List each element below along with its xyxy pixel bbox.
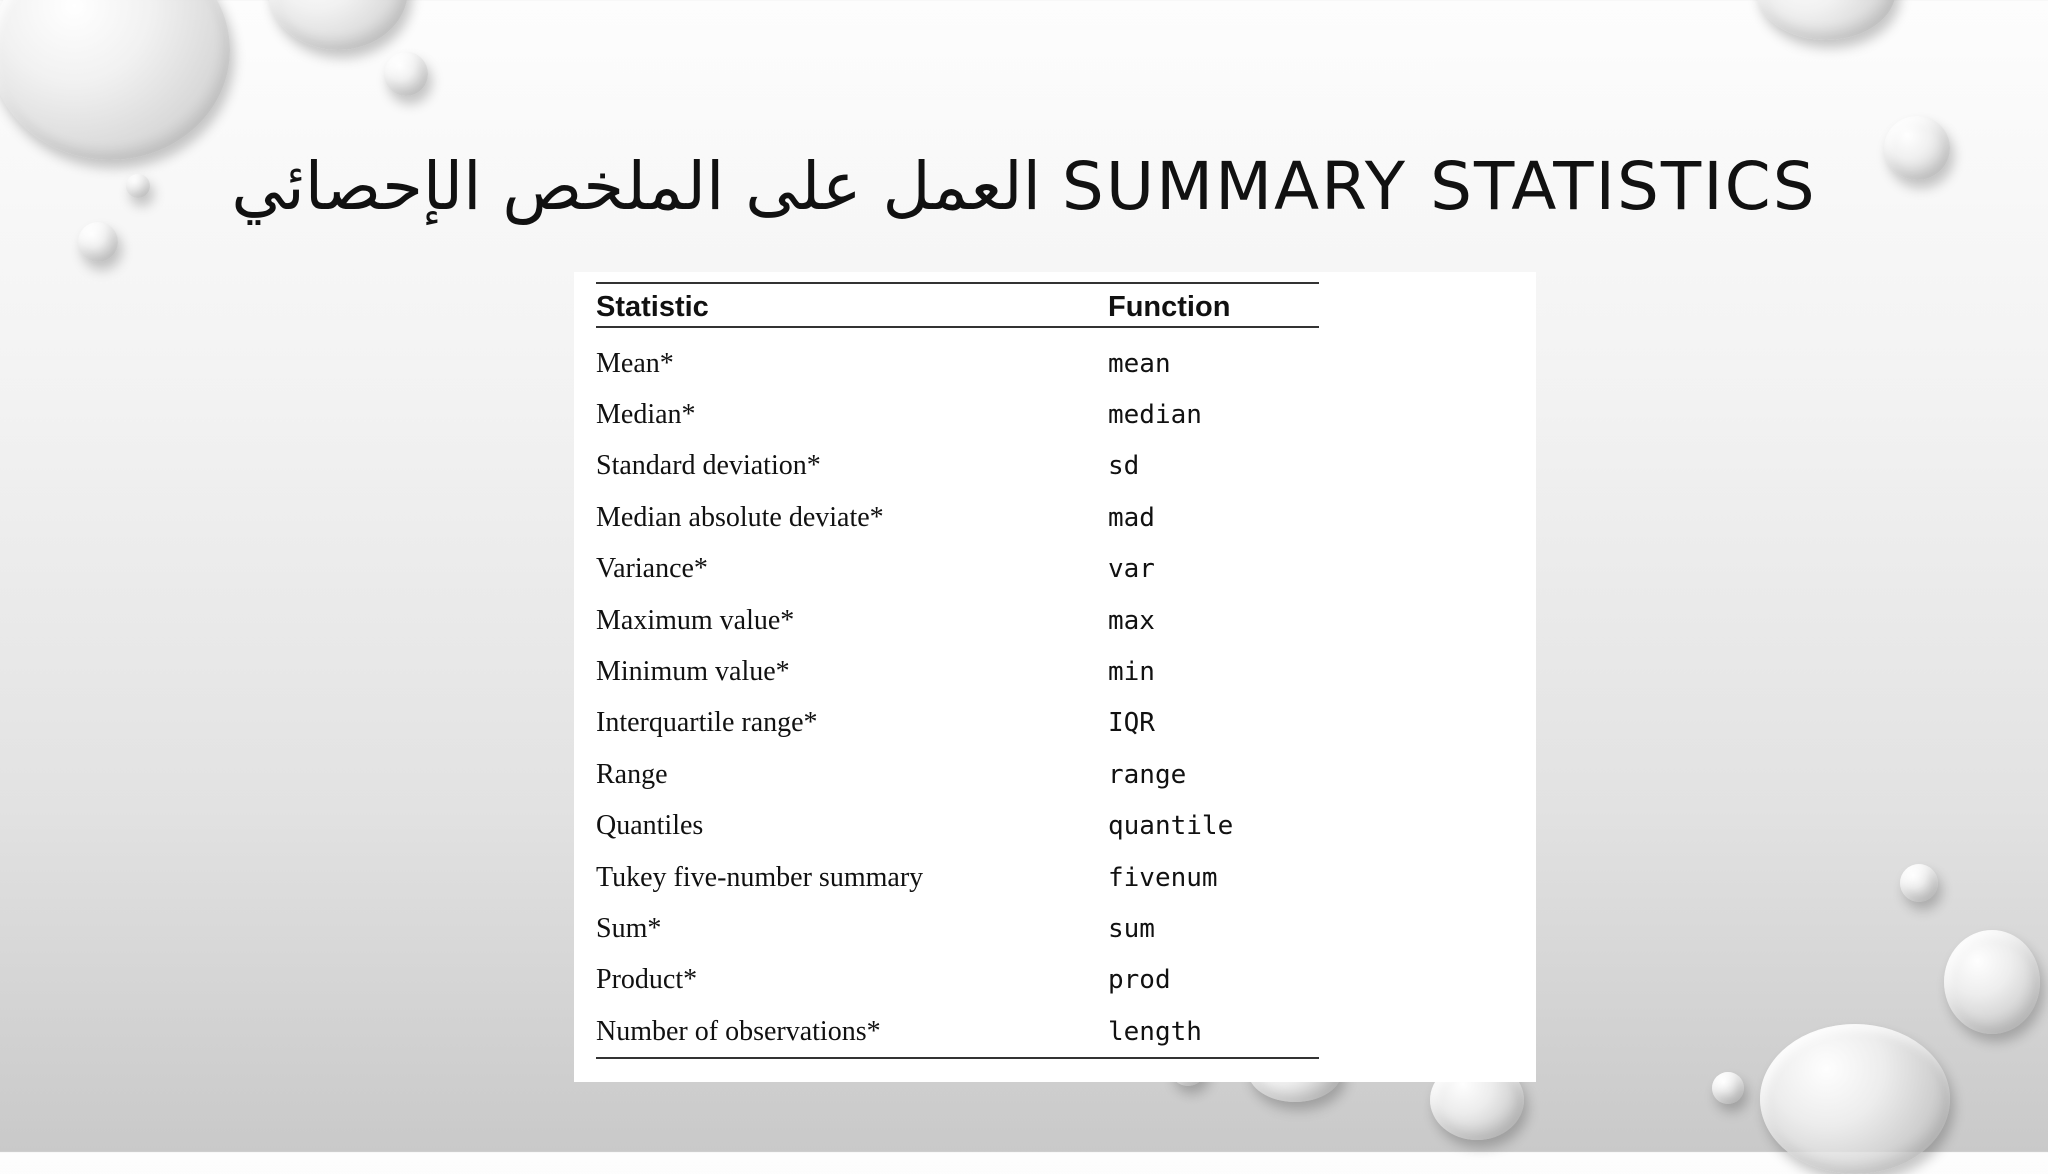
function-cell: range (1108, 759, 1187, 790)
function-cell: fivenum (1108, 862, 1218, 893)
statistic-cell: Quantiles (596, 810, 704, 842)
water-droplet (268, 0, 408, 50)
statistic-cell: Mean* (596, 347, 674, 379)
function-cell: var (1108, 554, 1155, 585)
function-cell: mad (1108, 502, 1155, 533)
table-row (596, 544, 1319, 595)
statistic-cell: Sum* (596, 912, 662, 944)
statistic-cell: Standard deviation* (596, 450, 821, 482)
table-row (596, 646, 1319, 697)
function-column-header: Function (1108, 283, 1319, 327)
statistic-cell: Product* (596, 964, 698, 996)
table-row (596, 801, 1319, 852)
table-row (596, 389, 1319, 440)
table-row (596, 327, 1319, 389)
function-cell: length (1108, 1006, 1319, 1058)
water-droplet (1756, 0, 1896, 40)
water-droplet (1900, 864, 1938, 902)
table-row (596, 1006, 1319, 1058)
table-row (596, 698, 1319, 749)
statistics-table-card (574, 272, 1536, 1082)
table-header-row (596, 283, 1319, 327)
table-row (596, 955, 1319, 1006)
summary-statistics-table (596, 282, 1319, 1059)
statistic-cell: Minimum value* (596, 656, 790, 688)
function-cell: sd (1108, 451, 1140, 482)
table-row (596, 903, 1319, 954)
function-cell: median (1108, 400, 1202, 431)
statistic-cell: Median* (596, 399, 696, 431)
function-cell: quantile (1108, 811, 1234, 842)
statistic-cell: Variance* (596, 553, 708, 585)
statistic-cell: Range (596, 758, 668, 790)
statistic-cell: Median absolute deviate* (596, 501, 884, 533)
table-row (596, 852, 1319, 903)
function-cell: max (1108, 605, 1155, 636)
function-cell: IQR (1108, 708, 1155, 739)
function-cell: sum (1108, 913, 1155, 944)
table-row (596, 492, 1319, 543)
water-droplet (1944, 930, 2040, 1034)
water-droplet (78, 222, 118, 262)
slide-title: العمل على الملخص الإحصائي SUMMARY STATISTICS (231, 148, 1817, 225)
statistic-cell: Tukey five-number summary (596, 861, 924, 893)
water-droplet (0, 0, 230, 160)
function-cell: mean (1108, 348, 1171, 379)
water-droplet (384, 52, 428, 96)
table-row (596, 749, 1319, 800)
statistic-cell: Number of observations* (596, 1006, 1108, 1058)
statistic-cell: Interquartile range* (596, 707, 818, 739)
table-row (596, 441, 1319, 492)
function-cell: prod (1108, 965, 1171, 996)
statistic-column-header: Statistic (596, 283, 1108, 327)
statistic-cell: Maximum value* (596, 604, 795, 636)
table-row (596, 595, 1319, 646)
function-cell: min (1108, 657, 1155, 688)
water-droplet (1712, 1072, 1744, 1104)
